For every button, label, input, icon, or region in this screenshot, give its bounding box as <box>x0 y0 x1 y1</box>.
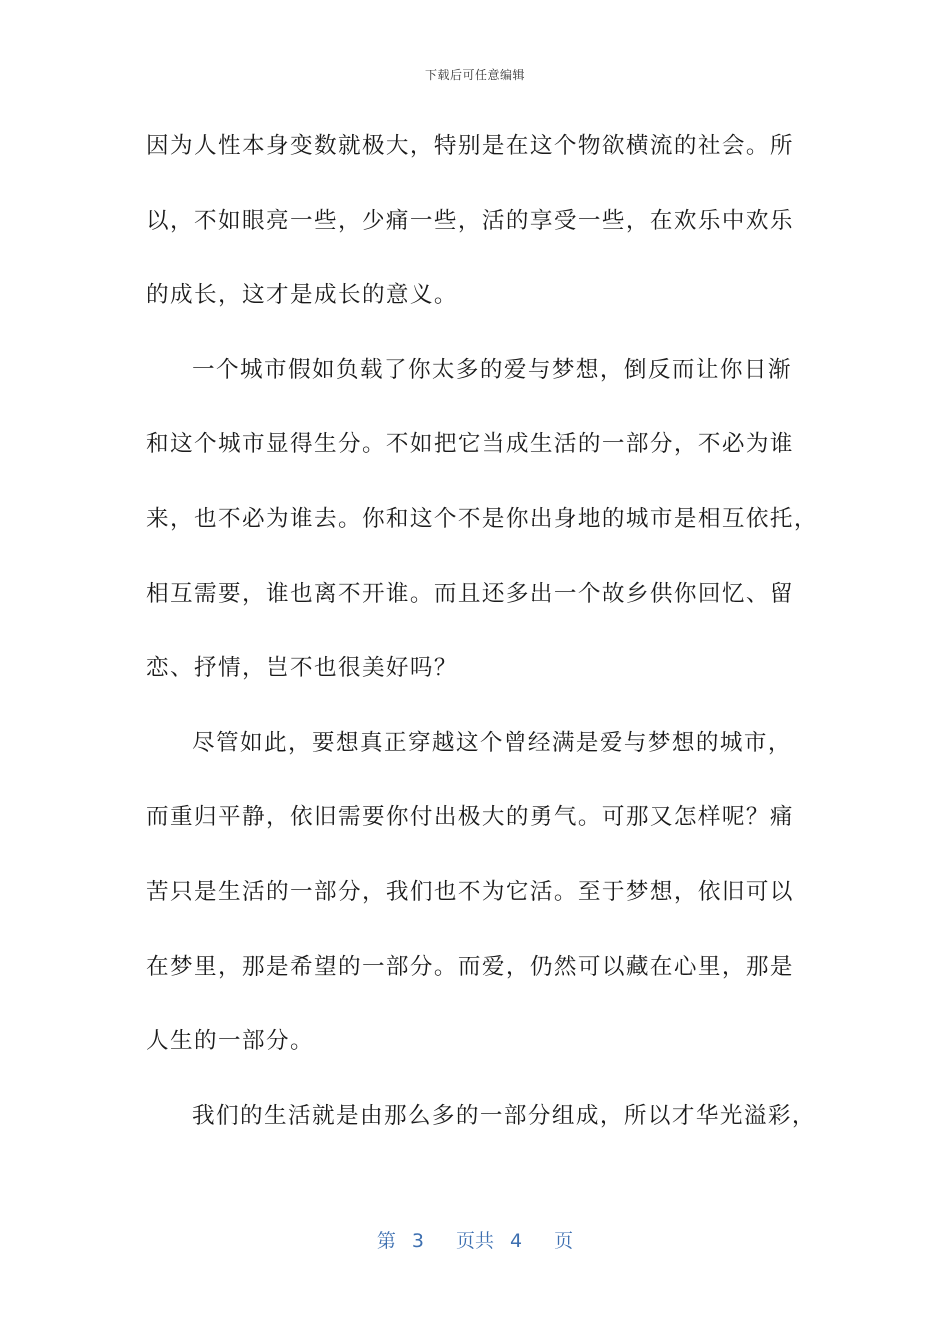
text-line-8: 恋、抒情，岂不也很美好吗？ <box>146 655 458 682</box>
text-line-11: 苦只是生活的一部分，我们也不为它活。至于梦想，依旧可以 <box>146 878 794 905</box>
page-header: 下载后可任意编辑 <box>424 68 525 82</box>
text-line-9: 尽管如此，要想真正穿越这个曾经满是爱与梦想的城市， <box>192 729 792 756</box>
text-line-12: 在梦里，那是希望的一部分。而爱，仍然可以藏在心里，那是 <box>146 953 794 980</box>
text-line-6: 来，也不必为谁去。你和这个不是你出身地的城市是相互依托， <box>146 505 818 532</box>
text-line-1: 因为人性本身变数就极大，特别是在这个物欲横流的社会。所 <box>146 133 794 159</box>
body-text <box>146 120 818 1164</box>
footer-suffix: 页 <box>554 1230 574 1252</box>
text-line-3: 的成长，这才是成长的意义。 <box>146 282 458 309</box>
text-line-13: 人生的一部分。 <box>146 1028 314 1055</box>
total-page-number: 4 <box>510 1230 523 1252</box>
page-footer <box>0 1226 950 1253</box>
text-line-10: 而重归平静，依旧需要你付出极大的勇气。可那又怎样呢？痛 <box>146 804 794 831</box>
text-line-14: 我们的生活就是由那么多的一部分组成，所以才华光溢彩， <box>192 1102 816 1129</box>
text-line-7: 相互需要，谁也离不开谁。而且还多出一个故乡供你回忆、留 <box>146 580 794 607</box>
current-page-number: 3 <box>411 1230 424 1252</box>
footer-prefix: 第 <box>376 1230 396 1252</box>
footer-middle: 页共 <box>455 1230 494 1252</box>
text-line-2: 以，不如眼亮一些，少痛一些，活的享受一些，在欢乐中欢乐 <box>146 207 794 234</box>
text-line-5: 和这个城市显得生分。不如把它当成生活的一部分，不必为谁 <box>146 431 794 458</box>
text-line-4: 一个城市假如负载了你太多的爱与梦想，倒反而让你日渐 <box>192 356 792 383</box>
